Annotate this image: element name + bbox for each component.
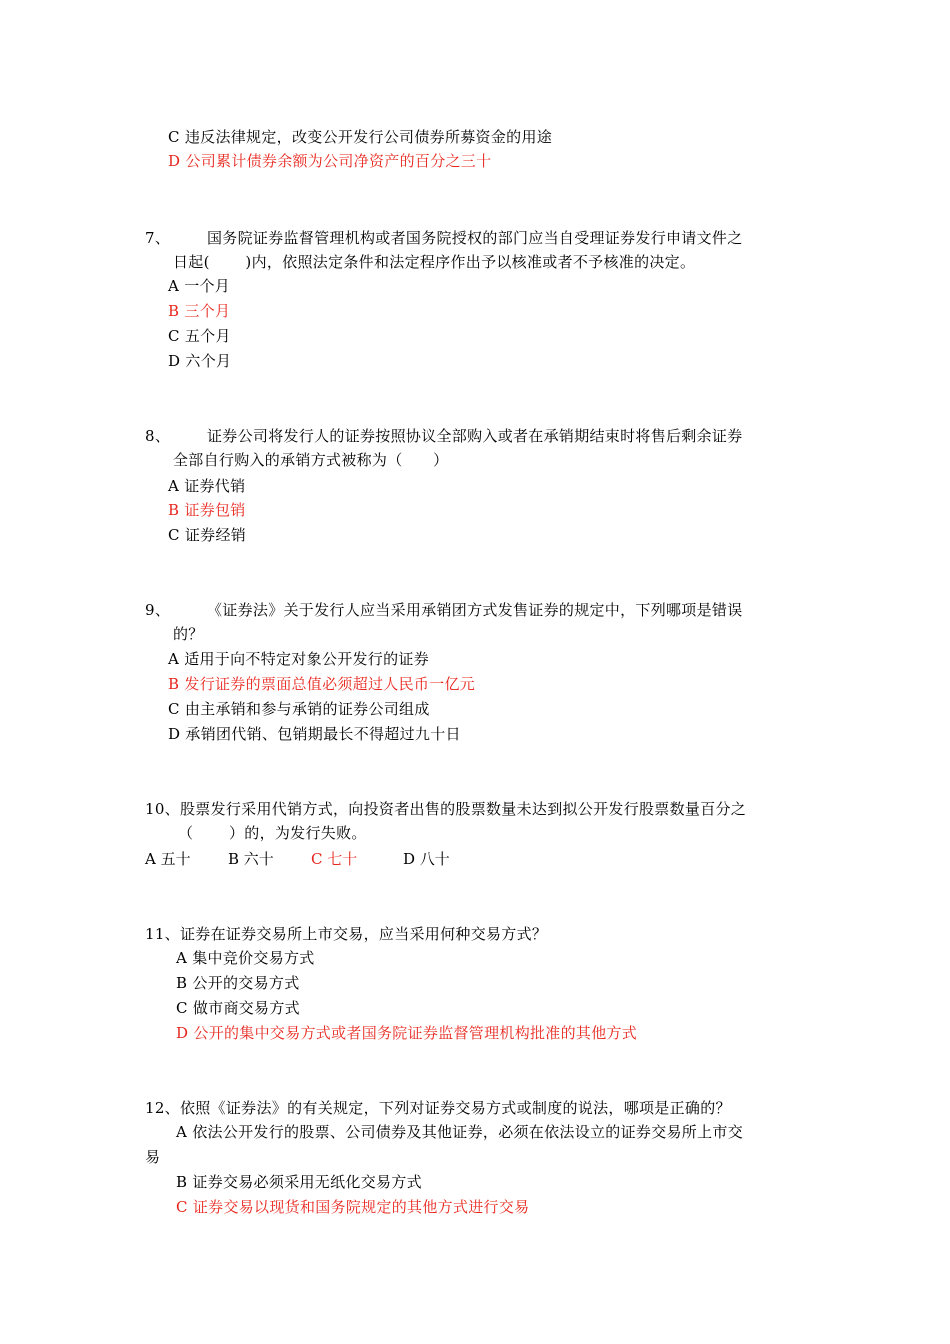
q7-option-b-correct: B 三个月 xyxy=(168,302,231,320)
q7-number: 7、 xyxy=(145,229,171,247)
q8-stem-line1: 证券公司将发行人的证券按照协议全部购入或者在承销期结束时将售后剩余证券 xyxy=(207,427,743,445)
q11-stem: 11、证券在证券交易所上市交易，应当采用何种交易方式？ xyxy=(145,925,548,943)
q7-stem-line1: 国务院证券监督管理机构或者国务院授权的部门应当自受理证券发行申请文件之 xyxy=(207,229,743,247)
q8-option-a: A 证券代销 xyxy=(168,477,246,495)
q9-option-c: C 由主承销和参与承销的证券公司组成 xyxy=(168,700,430,718)
q7-stem-line2: 日起( )内，依照法定条件和法定程序作出予以核准或者不予核准的决定。 xyxy=(173,253,696,271)
q8-stem-line2: 全部自行购入的承销方式被称为（ ） xyxy=(173,451,449,469)
q8-number: 8、 xyxy=(145,427,171,445)
q12-option-a-line1: A 依法公开发行的股票、公司债券及其他证券，必须在依法设立的证券交易所上市交 xyxy=(176,1123,744,1141)
q11-option-b: B 公开的交易方式 xyxy=(176,974,300,992)
q9-stem-line2: 的？ xyxy=(173,625,204,643)
q12-option-c-correct: C 证券交易以现货和国务院规定的其他方式进行交易 xyxy=(176,1198,530,1216)
q7-option-a: A 一个月 xyxy=(168,277,231,295)
q7-option-d: D 六个月 xyxy=(168,352,232,370)
q12-stem: 12、依照《证券法》的有关规定，下列对证券交易方式或制度的说法，哪项是正确的？ xyxy=(145,1099,731,1117)
q8-option-c: C 证券经销 xyxy=(168,526,247,544)
q7-option-c: C 五个月 xyxy=(168,327,231,345)
q8-option-b-correct: B 证券包销 xyxy=(168,501,246,519)
q10-stem-line2: （ ）的，为发行失败。 xyxy=(178,824,367,842)
q11-option-a: A 集中竞价交易方式 xyxy=(176,949,315,967)
q9-number: 9、 xyxy=(145,601,171,619)
q6-option-d-correct: D 公司累计债券余额为公司净资产的百分之三十 xyxy=(168,152,492,170)
q6-option-c: C 违反法律规定，改变公开发行公司债券所募资金的用途 xyxy=(168,128,553,146)
q10-option-b: B 六十 xyxy=(228,850,274,868)
q10-option-a: A 五十 xyxy=(145,850,191,868)
q10-option-d: D 八十 xyxy=(403,850,450,868)
q11-option-c: C 做市商交易方式 xyxy=(176,999,300,1017)
q9-option-b-correct: B 发行证券的票面总值必须超过人民币一亿元 xyxy=(168,675,476,693)
q10-option-c-correct: C 七十 xyxy=(311,850,358,868)
q9-option-d: D 承销团代销、包销期最长不得超过九十日 xyxy=(168,725,461,743)
q9-stem-line1: 《证券法》关于发行人应当采用承销团方式发售证券的规定中，下列哪项是错误 xyxy=(207,601,743,619)
q12-option-b: B 证券交易必须采用无纸化交易方式 xyxy=(176,1173,422,1191)
q12-option-a-line2: 易 xyxy=(145,1148,161,1166)
q11-option-d-correct: D 公开的集中交易方式或者国务院证券监督管理机构批准的其他方式 xyxy=(176,1024,638,1042)
q10-stem-line1: 10、股票发行采用代销方式，向投资者出售的股票数量未达到拟公开发行股票数量百分之 xyxy=(145,800,747,818)
q9-option-a: A 适用于向不特定对象公开发行的证券 xyxy=(168,650,430,668)
